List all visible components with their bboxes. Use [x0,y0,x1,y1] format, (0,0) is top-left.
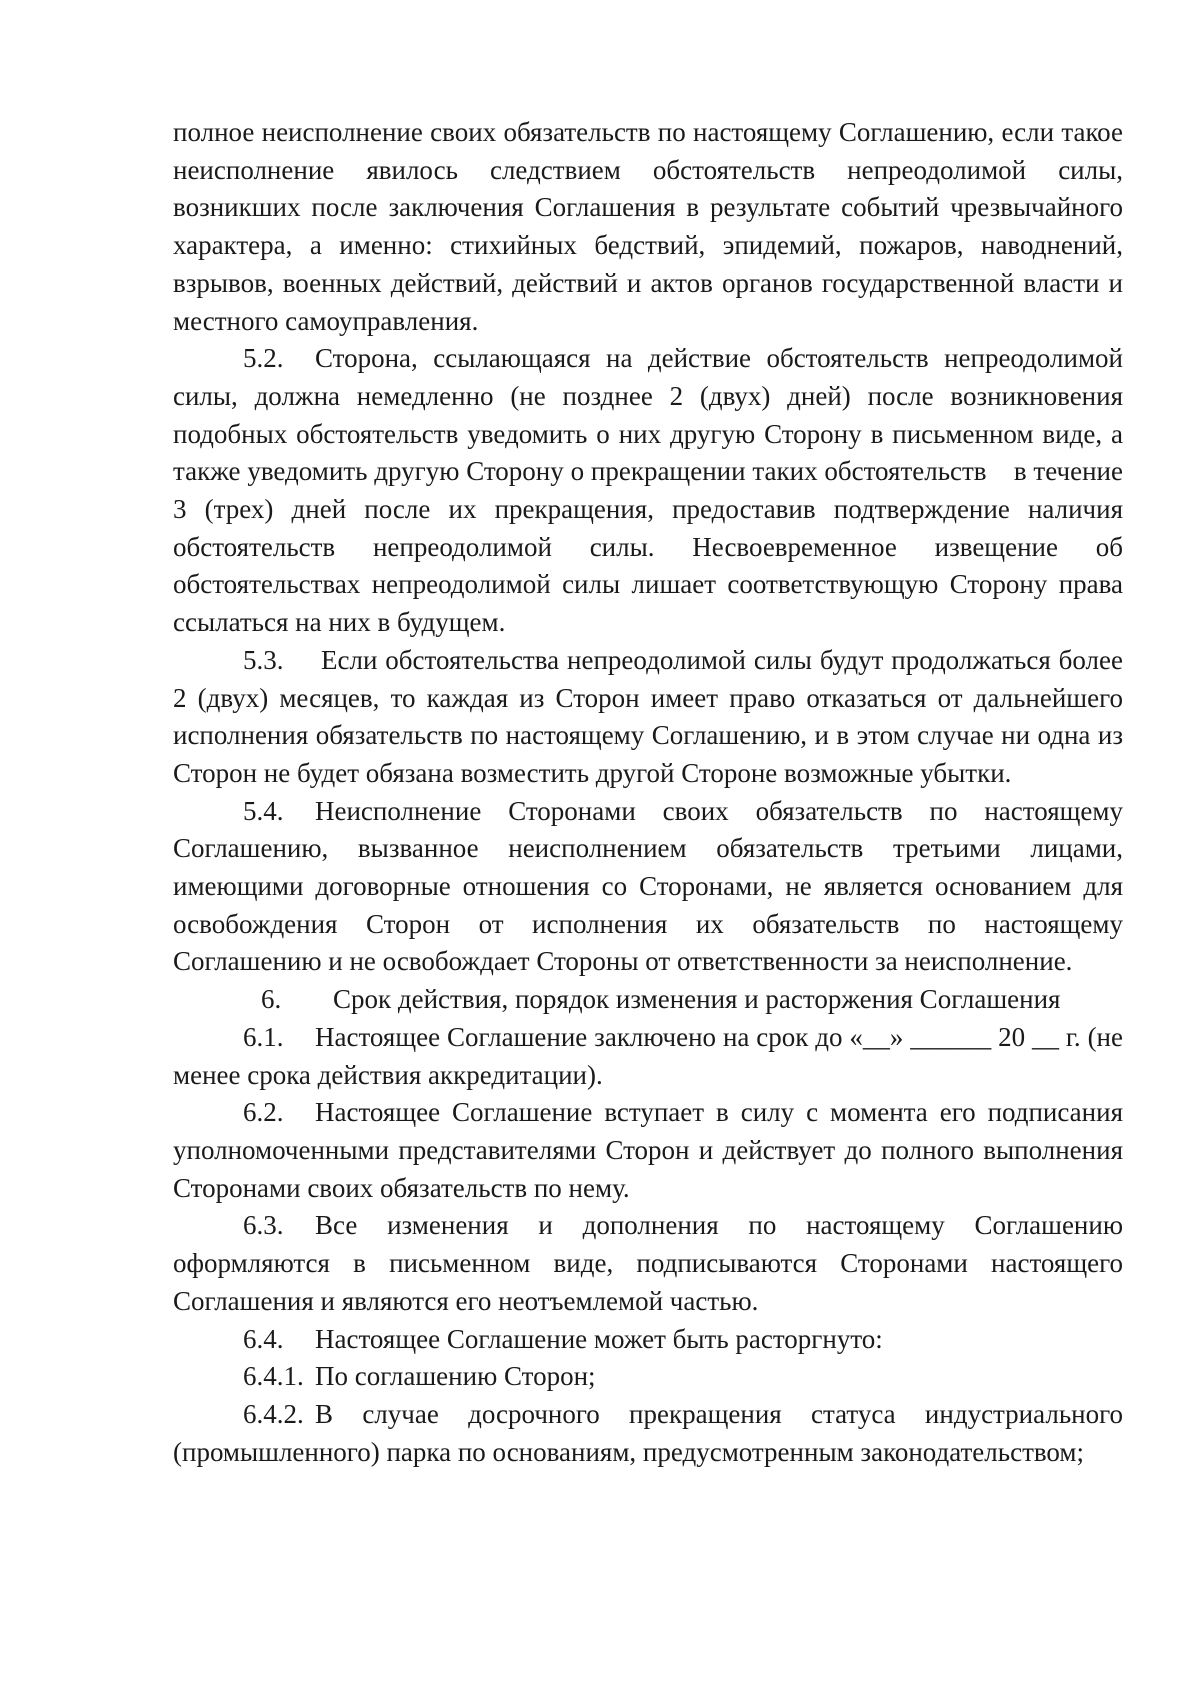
section-number: 6. [261,984,282,1015]
clause-text: Настоящее Соглашение может быть расторгнуто: [315,1323,883,1354]
clause-text: Если обстоятельства непреодолимой силы будут продолжаться более 2 (двух) месяцев, то каждая из Сторон имеет право отказаться от дальнейшего исполнения обязательств по настоящему Соглашению, и в этом случае ни одна из Сторон не будет обязана возместить другой Стороне возможные убытки. [173,644,1123,788]
section-6-heading [173,981,1123,1019]
paragraph-5-2 [173,340,1130,642]
paragraph-6-4 [173,1321,1123,1359]
paragraph-5-4 [173,793,1123,982]
clause-text: Настоящее Соглашение заключено на срок до «__» ______ 20 __ г. (не менее срока действия аккредитации). [173,1021,1123,1090]
clause-number: 6.3. [243,1210,284,1241]
paragraph-6-2 [173,1094,1123,1207]
clause-number: 5.3. [243,644,284,675]
paragraph-6-4-2 [173,1396,1123,1471]
clause-number: 6.4. [243,1323,284,1354]
clause-number: 6.4.2. [243,1398,304,1429]
clause-number: 6.4.1. [243,1361,304,1392]
clause-text: Все изменения и дополнения по настоящему Соглашению оформляются в письменном виде, подписываются Сторонами настоящего Соглашения и являются его неотъемлемой частью. [173,1210,1123,1316]
clause-number: 5.2. [243,343,284,374]
document-page [173,114,1130,1471]
clause-number: 6.2. [243,1097,284,1128]
clause-text: Неисполнение Сторонами своих обязательств по настоящему Соглашению, вызванное неисполнением обязательств третьими лицами, имеющими договорные отношения со Сторонами, не является основанием для освобождения Сторон от исполнения их обязательств по настоящему Соглашению и не освобождает Стороны от ответственности за неисполнение. [173,795,1123,977]
paragraph-6-4-1 [173,1358,1123,1396]
clause-text: Настоящее Соглашение вступает в силу с момента его подписания уполномоченными представителями Сторон и действует до полного выполнения Сторонами своих обязательств по нему. [173,1097,1123,1203]
paragraph-5-1-continuation: полное неисполнение своих обязательств по настоящему Соглашению, если такое неисполнение явилось следствием обстоятельств непреодолимой силы, возникших после заключения Соглашения в результате событий чрезвычайного характера, а именно: стихийных бедствий, эпидемий, пожаров, наводнений, взрывов, военных действий, действий и актов органов государственной власти и местного самоуправления. [173,117,1123,336]
clause-text: Сторона, ссылающаяся на действие обстоятельств непреодолимой силы, должна немедленно (не позднее 2 (двух) дней) после возникновения подобных обстоятельств уведомить о них другую Сторону в письменном виде, а также уведомить другую Сторону о прекращении таких обстоятельств в течение 3 (трех) дней после их прекращения, предоставив подтверждение наличия обстоятельств непреодолимой силы. Несвоевременное извещение об обстоятельствах непреодолимой силы лишает соответствующую Сторону права ссылаться на них в будущем. [173,343,1130,638]
clause-number: 6.1. [243,1021,284,1052]
paragraph-5-3 [173,642,1123,793]
paragraph-6-1 [173,1019,1123,1094]
clause-number: 5.4. [243,795,284,826]
section-title: Срок действия, порядок изменения и расторжения Соглашения [333,984,1061,1015]
clause-text: По соглашению Сторон; [315,1361,596,1392]
clause-text: В случае досрочного прекращения статуса индустриального (промышленного) парка по основаниям, предусмотренным законодательством; [173,1398,1123,1467]
paragraph-6-3 [173,1207,1123,1320]
